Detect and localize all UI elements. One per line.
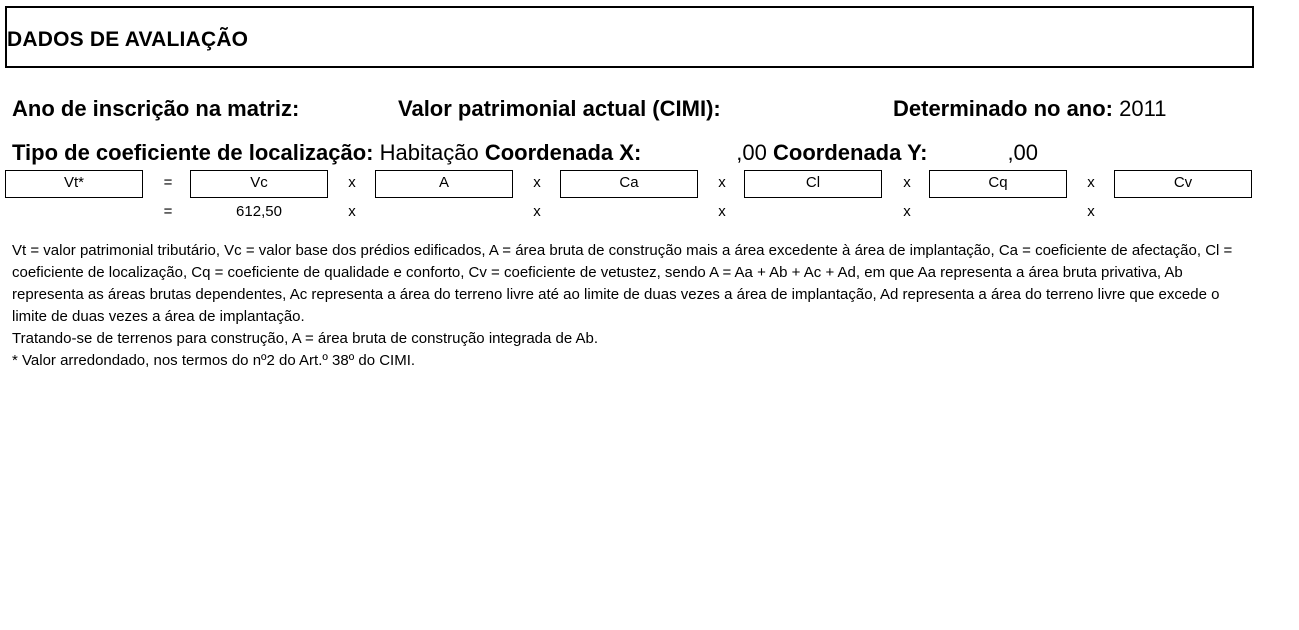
coordenada-x-value: ,00: [736, 140, 767, 165]
coordenada-y-value: ,00: [1007, 140, 1039, 165]
times-sign: x: [1087, 203, 1095, 220]
equals-sign: =: [163, 203, 173, 220]
times-sign: x: [903, 203, 911, 220]
ano-inscricao-label: Ano de inscrição na matriz:: [12, 96, 300, 121]
formula-box-vc: Vc: [190, 170, 328, 198]
times-sign: x: [533, 174, 541, 191]
value-vc: 612,50: [236, 203, 282, 220]
formula-box-a: A: [375, 170, 513, 198]
formula-box-ca: Ca: [560, 170, 698, 198]
notes-terrenos: Tratando-se de terrenos para construção, A = área bruta de construção integrada de Ab.: [12, 330, 599, 347]
notes-arredondado: * Valor arredondado, nos termos do nº2 do Art.º 38º do CIMI.: [12, 352, 416, 369]
times-sign: x: [533, 203, 541, 220]
coordenada-y-label: Coordenada Y:: [773, 140, 928, 165]
tipo-coeficiente-value: Habitação: [379, 140, 479, 165]
tipo-coeficiente-label: Tipo de coeficiente de localização:: [12, 140, 374, 165]
localizacao-row: [12, 140, 1038, 166]
valor-patrimonial-label: Valor patrimonial actual (CIMI):: [398, 96, 721, 121]
formula-box-cq: Cq: [929, 170, 1067, 198]
coordenada-x-label: Coordenada X:: [484, 140, 642, 165]
formula-box-cv: Cv: [1114, 170, 1252, 198]
notes-section: [12, 240, 1257, 372]
times-sign: x: [348, 203, 356, 220]
determinado-value: 2011: [1119, 96, 1167, 121]
times-sign: x: [718, 174, 726, 191]
section-title: DADOS DE AVALIAÇÃO: [7, 28, 249, 51]
formula-box-vt: Vt*: [5, 170, 143, 198]
times-sign: x: [1087, 174, 1095, 191]
times-sign: x: [903, 174, 911, 191]
determinado-label: Determinado no ano:: [893, 96, 1114, 121]
equals-sign: =: [163, 174, 173, 191]
determinado-ano: [893, 96, 1166, 122]
times-sign: x: [348, 174, 356, 191]
notes-definitions: Vt = valor patrimonial tributário, Vc = valor base dos prédios edificados, A = área bruta de construção mais a área excedente à área de implantação, Ca = coeficiente de afectação, Cl = coeficiente de localização, Cq = coeficiente de qualidade e conforto, Cv = coeficiente de vetustez, sendo A = Aa + Ab + Ac + Ad, em que Aa representa a área bruta privativa, Ab representa as áreas brutas dependentes, Ac representa a área do terreno livre até ao limite de duas vezes a área de implantação, Ad representa a área do terreno livre que excede o limite de duas vezes a área de implantação.: [12, 242, 1233, 325]
times-sign: x: [718, 203, 726, 220]
formula-box-cl: Cl: [744, 170, 882, 198]
